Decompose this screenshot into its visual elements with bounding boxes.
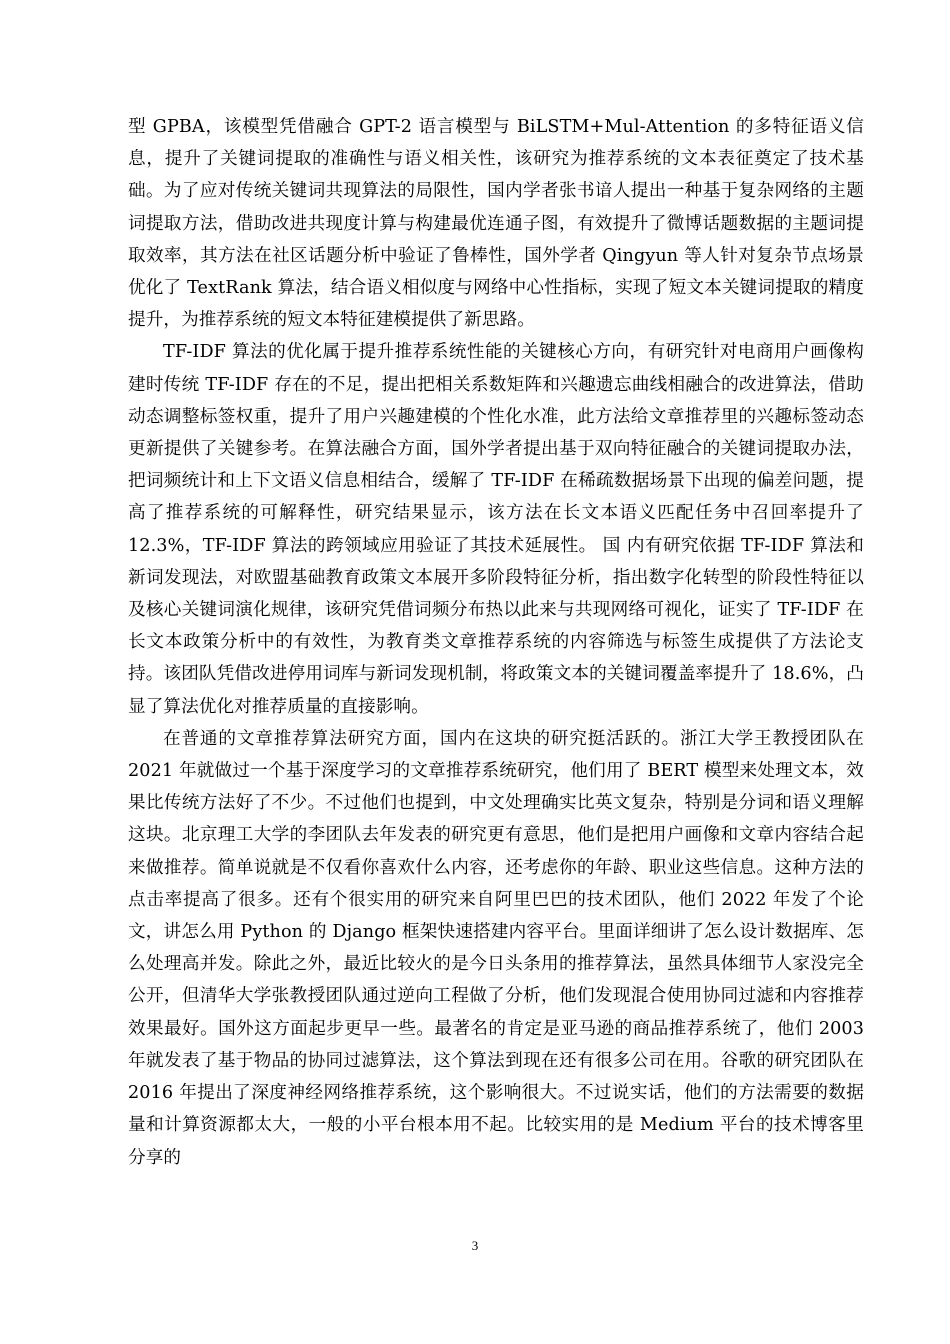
- paragraph-1: 型 GPBA，该模型凭借融合 GPT-2 语言模型与 BiLSTM+Mul-Attention 的多特征语义信息，提升了关键词提取的准确性与语义相关性，该研究为推荐系统的文本表征奠定了技术基础。为了应对传统关键词共现算法的局限性，国内学者张书谙人提出一种基于复杂网络的主题词提取方法，借助改进共现度计算与构建最优连通子图，有效提升了微博话题数据的主题词提取效率，其方法在社区话题分析中验证了鲁棒性，国外学者 Qingyun 等人针对复杂节点场景优化了 TextRank 算法，结合语义相似度与网络中心性指标，实现了短文本关键词提取的精度提升，为推荐系统的短文本特征建模提供了新思路。: [128, 117, 864, 331]
- paragraph-3: 在普通的文章推荐算法研究方面，国内在这块的研究挺活跃的。浙江大学王教授团队在 2021 年就做过一个基于深度学习的文章推荐系统研究，他们用了 BERT 模型来处理文本，效果比传统方法好了不少。不过他们也提到，中文处理确实比英文复杂，特别是分词和语义理解这块。北京理工大学的李团队去年发表的研究更有意思，他们是把用户画像和文章内容结合起来做推荐。简单说就是不仅看你喜欢什么内容，还考虑你的年龄、职业这些信息。这种方法的点击率提高了很多。还有个很实用的研究来自阿里巴巴的技术团队，他们 2022 年发了个论文，讲怎么用 Python 的 Django 框架快速搭建内容平台。里面详细讲了怎么设计数据库、怎么处理高并发。除此之外，最近比较火的是今日头条用的推荐算法，虽然具体细节人家没完全公开，但清华大学张教授团队通过逆向工程做了分析，他们发现混合使用协同过滤和内容推荐效果最好。国外这方面起步更早一些。最著名的肯定是亚马逊的商品推荐系统了，他们 2003 年就发表了基于物品的协同过滤算法，这个算法到现在还有很多公司在用。谷歌的研究团队在 2016 年提出了深度神经网络推荐系统，这个影响很大。不过说实话，他们的方法需要的数据量和计算资源都太大，一般的小平台根本用不起。比较实用的是 Medium 平台的技术博客里分享的: [128, 728, 864, 1168]
- body-text: [128, 111, 864, 1174]
- paragraph-2: TF-IDF 算法的优化属于提升推荐系统性能的关键核心方向，有研究针对电商用户画像构建时传统 TF-IDF 存在的不足，提出把相关系数矩阵和兴趣遗忘曲线相融合的改进算法，借助动态调整标签权重，提升了用户兴趣建模的个性化水准，此方法给文章推荐里的兴趣标签动态更新提供了关键参考。在算法融合方面，国外学者提出基于双向特征融合的关键词提取办法，把词频统计和上下文语义信息相结合，缓解了 TF-IDF 在稀疏数据场景下出现的偏差问题，提高了推荐系统的可解释性，研究结果显示，该方法在长文本语义匹配任务中召回率提升了 12.3%，TF-IDF 算法的跨领域应用验证了其技术延展性。 国 内有研究依据 TF-IDF 算法和新词发现法，对欧盟基础教育政策文本展开多阶段特征分析，指出数字化转型的阶段性特征以及核心关键词演化规律，该研究凭借词频分布热以此来与共现网络可视化，证实了 TF-IDF 在长文本政策分析中的有效性，为教育类文章推荐系统的内容筛选与标签生成提供了方法论支持。该团队凭借改进停用词库与新词发现机制，将政策文本的关键词覆盖率提升了 18.6%，凸显了算法优化对推荐质量的直接影响。: [128, 342, 864, 717]
- page-number: 3: [471, 1238, 479, 1253]
